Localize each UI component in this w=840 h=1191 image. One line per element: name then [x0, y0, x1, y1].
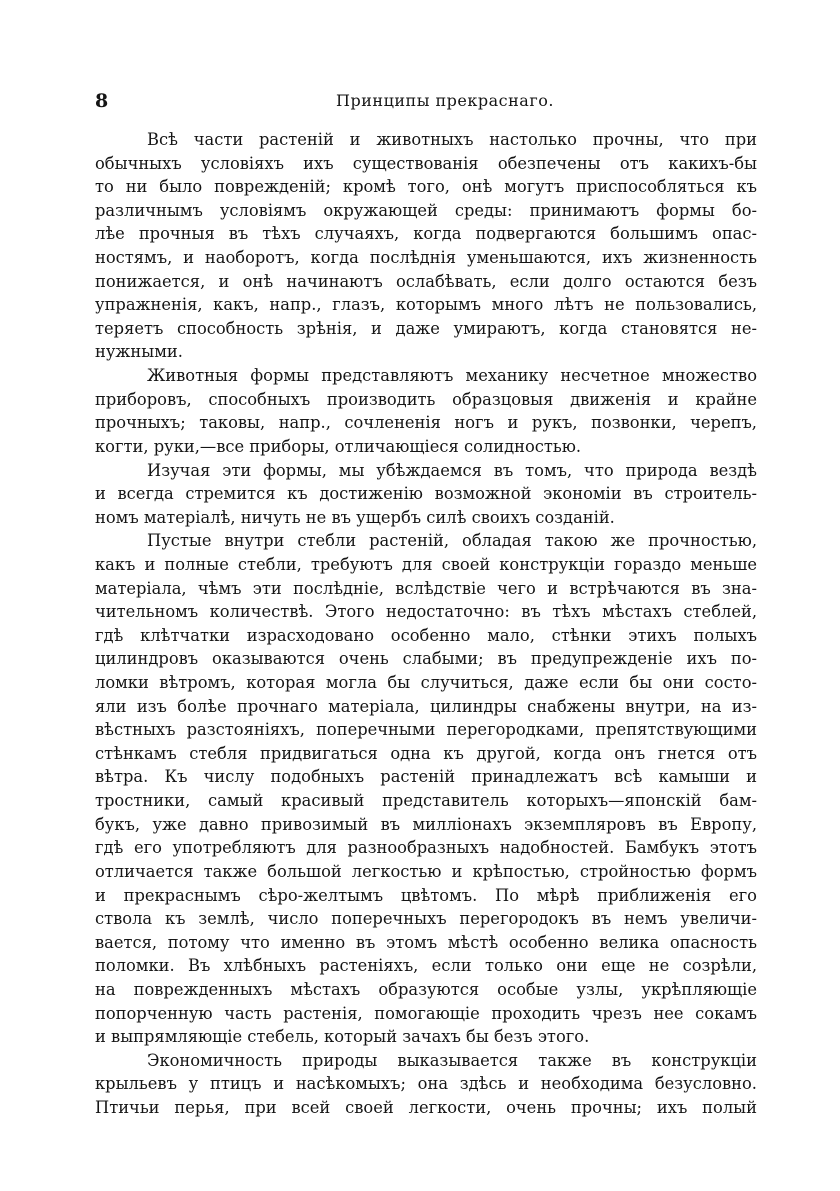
text-line: отличается также большой легкостью и крѣпостью, стройностью формъ: [95, 861, 757, 881]
text-line: какъ и полные стебли, требуютъ для своей конструкціи гораздо меньше: [95, 554, 757, 574]
text-line: матеріала, чѣмъ эти послѣдніе, вслѣдствіе чего и встрѣчаются въ зна-: [95, 578, 757, 598]
text-line: различнымъ условіямъ окружающей среды: принимаютъ формы бо-: [95, 200, 757, 220]
text-line: вѣстныхъ разстояніяхъ, поперечными перегородками, препятствующими: [95, 720, 757, 740]
text-line: гдѣ клѣтчатки израсходовано особенно мало, стѣнки этихъ полыхъ: [95, 625, 757, 645]
text-line: Экономичность природы выказывается также въ конструкціи: [147, 1050, 757, 1070]
text-line: гдѣ его употребляютъ для разнообразныхъ надобностей. Бамбукъ этотъ: [95, 838, 757, 858]
text-line: Пустые внутри стебли растеній, обладая такою же прочностью,: [147, 531, 757, 551]
page-header: [95, 90, 755, 114]
text-line: ностямъ, и наоборотъ, когда послѣднія уменьшаются, ихъ жизненность: [95, 248, 757, 268]
text-line: попорченную часть растенія, помогающіе проходить чрезъ нее сокамъ: [95, 1003, 757, 1023]
text-line: то ни было поврежденій; кромѣ того, онѣ могутъ приспособляться къ: [95, 177, 757, 197]
text-line: приборовъ, способныхъ производить образцовыя движенія и крайне: [95, 389, 757, 409]
text-line: крыльевъ у птицъ и насѣкомыхъ; она здѣсь и необходима безусловно.: [95, 1074, 757, 1094]
text-line: прочныхъ; таковы, напр., сочлененія ногъ и рукъ, позвонки, черепъ,: [95, 413, 757, 433]
text-line: понижается, и онѣ начинаютъ ослабѣвать, если долго остаются безъ: [95, 271, 757, 291]
text-line: обычныхъ условіяхъ ихъ существованія обезпечены отъ какихъ-бы: [95, 153, 757, 173]
text-line: вѣтра. Къ числу подобныхъ растеній принадлежатъ всѣ камыши и: [95, 767, 757, 787]
text-line: Птичьи перья, при всей своей легкости, очень прочны; ихъ полый: [95, 1097, 757, 1117]
text-line: и выпрямляющіе стебель, который зачахъ бы безъ этого.: [95, 1027, 590, 1047]
text-line: ствола къ землѣ, число поперечныхъ перегородокъ въ немъ увеличи-: [95, 909, 757, 929]
text-line: поломки. Въ хлѣбныхъ растеніяхъ, если только они еще не созрѣли,: [95, 956, 757, 976]
text-line: ломки вѣтромъ, которая могла бы случиться, даже если бы они состо-: [95, 673, 757, 693]
text-line: букъ, уже давно привозимый въ милліонахъ экземпляровъ въ Европу,: [95, 814, 757, 834]
text-line: Изучая эти формы, мы убѣждаемся въ томъ, что природа вездѣ: [147, 460, 757, 480]
page-number: 8: [95, 90, 109, 112]
text-line: нужными.: [95, 342, 183, 362]
text-line: чительномъ количествѣ. Этого недостаточно: въ тѣхъ мѣстахъ стеблей,: [95, 602, 757, 622]
text-line: стѣнкамъ стебля придвигаться одна къ другой, когда онъ гнется отъ: [95, 743, 757, 763]
text-line: вается, потому что именно въ этомъ мѣстѣ особенно велика опасность: [95, 932, 757, 952]
body-text: [95, 128, 757, 1120]
text-line: номъ матеріалѣ, ничуть не въ ущербъ силѣ своихъ созданій.: [95, 507, 615, 527]
running-title: Принципы прекраснаго.: [336, 91, 554, 110]
text-line: цилиндровъ оказываются очень слабыми; въ предупрежденіе ихъ по-: [95, 649, 757, 669]
text-line: Животныя формы представляютъ механику несчетное множество: [147, 366, 757, 386]
text-line: на поврежденныхъ мѣстахъ образуются особые узлы, укрѣпляющіе: [95, 979, 757, 999]
text-line: лѣе прочныя въ тѣхъ случаяхъ, когда подвергаются большимъ опас-: [95, 224, 757, 244]
text-line: Всѣ части растеній и животныхъ настолько прочны, что при: [147, 130, 757, 149]
text-line: и всегда стремится къ достиженію возможной экономіи въ строитель-: [95, 484, 757, 504]
text-line: теряетъ способность зрѣнія, и даже умираютъ, когда становятся не-: [95, 318, 757, 338]
text-line: упражненія, какъ, напр., глазъ, которымъ много лѣтъ не пользовались,: [95, 295, 757, 315]
text-line: когти, руки,—все приборы, отличающіеся солидностью.: [95, 436, 582, 456]
text-line: и прекраснымъ сѣро-желтымъ цвѣтомъ. По мѣрѣ приближенія его: [95, 885, 757, 905]
text-line: тростники, самый красивый представитель которыхъ—японскій бам-: [95, 791, 757, 811]
text-line: яли изъ болѣе прочнаго матеріала, цилиндры снабжены внутри, на из-: [95, 696, 757, 716]
